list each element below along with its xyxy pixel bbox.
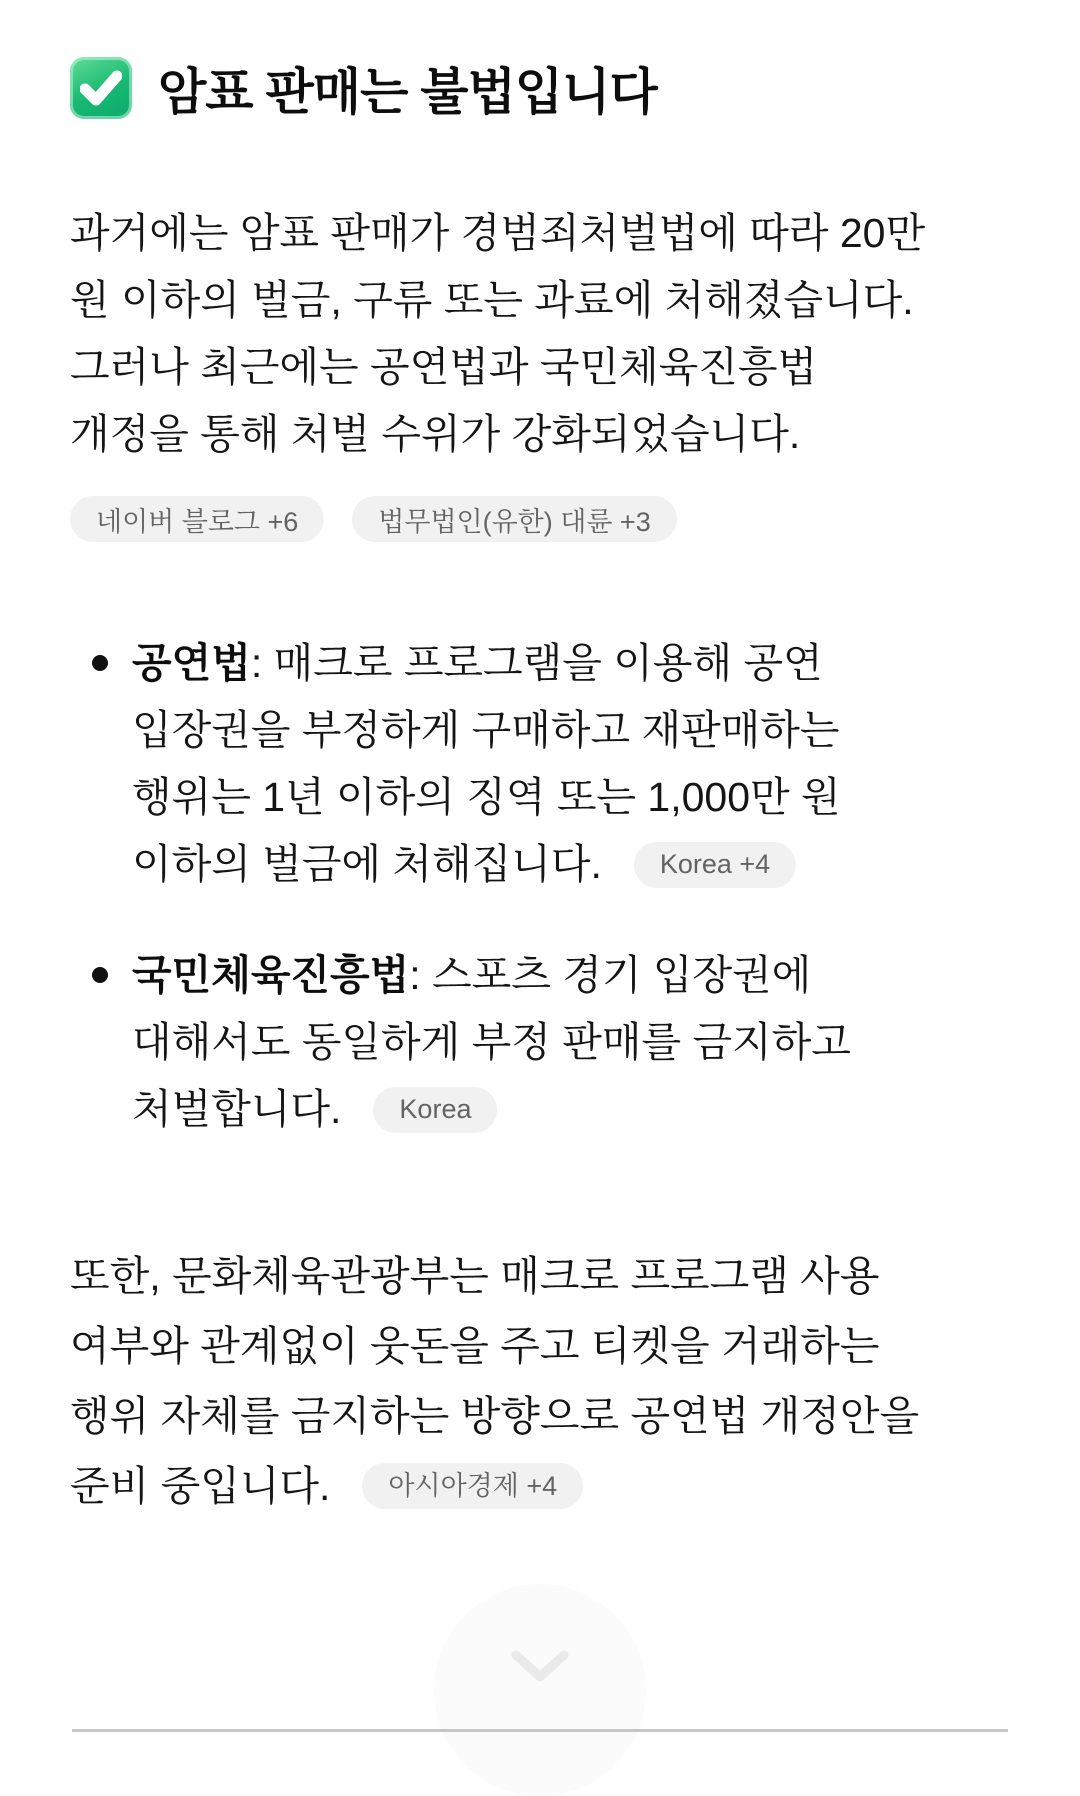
scroll-down-button[interactable]: [434, 1584, 646, 1796]
law-term: 국민체육진흥법: [132, 952, 410, 998]
paragraph-line: [132, 1076, 1010, 1143]
paragraph-line: 그러나 최근에는 공연법과 국민체육진흥법: [70, 344, 818, 390]
page-title: 암표 판매는 불법입니다: [158, 64, 657, 120]
answer-title-row: [70, 52, 1010, 124]
list-item: [92, 942, 1010, 1143]
paragraph-line: [70, 1451, 1010, 1521]
bullet-dot-icon: [92, 655, 108, 671]
intro-paragraph: [70, 200, 1010, 468]
paragraph-text: 준비 중입니다.: [70, 1463, 331, 1509]
outro-paragraph: [70, 1241, 1010, 1521]
paragraph-line: [132, 630, 1010, 697]
paragraph-line: 원 이하의 벌금, 구류 또는 과료에 처해졌습니다.: [70, 277, 914, 323]
paragraph-line: 여부와 관계없이 웃돈을 주고 티켓을 거래하는: [70, 1323, 880, 1369]
source-chip-row: [70, 496, 1010, 542]
source-chip-korea[interactable]: Korea: [373, 1087, 497, 1133]
paragraph-line: 또한, 문화체육관광부는 매크로 프로그램 사용: [70, 1253, 880, 1299]
paragraph-line: 개정을 통해 처벌 수위가 강화되었습니다.: [70, 411, 801, 457]
chevron-down-icon: [511, 1650, 569, 1682]
paragraph-text: 이하의 벌금에 처해집니다.: [132, 841, 602, 887]
paragraph-line: 행위 자체를 금지하는 방향으로 공연법 개정안을: [70, 1393, 920, 1439]
paragraph-line: 과거에는 암표 판매가 경범죄처벌법에 따라 20만: [70, 210, 926, 256]
paragraph-text: : 스포츠 경기 입장권에: [409, 952, 812, 998]
paragraph-line: 입장권을 부정하게 구매하고 재판매하는: [132, 707, 840, 753]
paragraph-text: 처벌합니다.: [132, 1086, 342, 1132]
law-bullet-list: [70, 630, 1010, 1143]
list-item: [92, 630, 1010, 898]
paragraph-line: 대해서도 동일하게 부정 판매를 금지하고: [132, 1019, 851, 1065]
source-chip-korea[interactable]: Korea +4: [634, 842, 796, 888]
footer-divider: [72, 1729, 1008, 1732]
source-chip-naver-blog[interactable]: 네이버 블로그 +6: [70, 496, 324, 542]
check-emoji-icon: [70, 57, 132, 119]
source-chip-asia-economy[interactable]: 아시아경제 +4: [362, 1463, 583, 1509]
source-chip-law-firm[interactable]: 법무법인(유한) 대륜 +3: [352, 496, 676, 542]
law-term: 공연법: [132, 640, 251, 686]
paragraph-line: 행위는 1년 이하의 징역 또는 1,000만 원: [132, 774, 841, 820]
paragraph-line: [132, 831, 1010, 898]
bullet-dot-icon: [92, 967, 108, 983]
paragraph-line: [132, 942, 1010, 1009]
answer-body: [0, 52, 1080, 1521]
paragraph-text: : 매크로 프로그램을 이용해 공연: [250, 640, 823, 686]
